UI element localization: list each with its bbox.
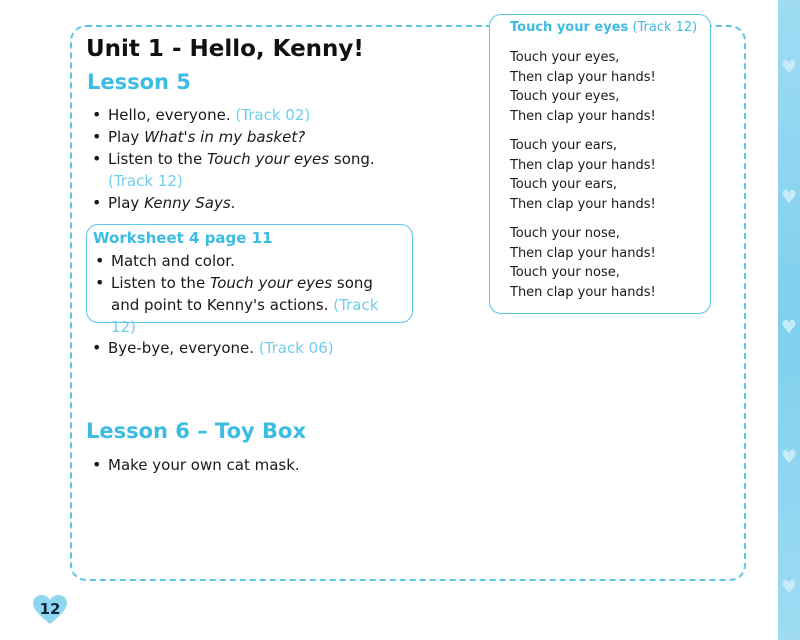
- lyric-line: Then clap your hands!: [510, 197, 656, 213]
- lyric-line: Then clap your hands!: [510, 109, 656, 125]
- list-item: • Match and color.: [93, 250, 403, 272]
- lyric-line: Touch your nose,: [510, 265, 620, 281]
- lesson-5-title: Lesson 5: [87, 70, 191, 94]
- worksheet-box: [86, 224, 413, 336]
- list-item: • Hello, everyone. (Track 02): [90, 104, 390, 126]
- lyric-line: Touch your ears,: [510, 138, 618, 153]
- lyric-line: Then clap your hands!: [510, 157, 656, 173]
- lyric-line: Touch your ears,: [510, 177, 618, 193]
- song-title: Touch your eyes (Track 12): [510, 20, 698, 35]
- heart-icon: ♥: [780, 187, 798, 208]
- heart-icon: ♥: [780, 57, 798, 78]
- track-reference: (Track 12): [111, 296, 379, 336]
- heart-icon: ♥: [780, 317, 798, 338]
- list-item: • Play Kenny Says.: [90, 192, 390, 214]
- heart-icon: ♥: [780, 447, 798, 468]
- closing-list: [90, 337, 390, 359]
- song-verse: [510, 48, 656, 127]
- song-verse: [510, 136, 656, 215]
- lyric-line: Then clap your hands!: [510, 245, 656, 261]
- list-item: • Bye-bye, everyone. (Track 06): [90, 337, 390, 359]
- unit-title: Unit 1 - Hello, Kenny!: [86, 36, 364, 62]
- page-number-badge: [33, 595, 67, 625]
- lesson-6-list: [90, 454, 390, 476]
- list-item: • Make your own cat mask.: [90, 454, 390, 476]
- track-reference: (Track 12): [108, 172, 183, 190]
- worksheet-title: Worksheet 4 page 11: [93, 229, 273, 247]
- lesson-5-list: [90, 104, 390, 214]
- song-verse: [510, 224, 656, 303]
- lyric-line: Then clap your hands!: [510, 285, 656, 301]
- worksheet-list: [93, 250, 403, 338]
- list-item: • Play What's in my basket?: [90, 126, 390, 148]
- lyric-line: Touch your nose,: [510, 226, 620, 241]
- track-reference: (Track 02): [235, 106, 311, 124]
- list-item: • Listen to the Touch your eyes song. (Track 12): [90, 148, 390, 192]
- heart-icon: ♥: [780, 577, 798, 598]
- lyric-line: Touch your eyes,: [510, 89, 620, 105]
- page-number: 12: [39, 600, 61, 618]
- list-item: • Listen to the Touch your eyes song and point to Kenny's actions. (Track 12): [93, 272, 403, 338]
- track-reference: (Track 06): [258, 339, 334, 357]
- decorative-side-strip: [778, 0, 800, 640]
- lesson-6-title: Lesson 6 – Toy Box: [86, 419, 306, 443]
- lyric-line: Touch your eyes,: [510, 50, 620, 65]
- song-lyrics-box: [489, 14, 711, 314]
- lyric-line: Then clap your hands!: [510, 69, 656, 85]
